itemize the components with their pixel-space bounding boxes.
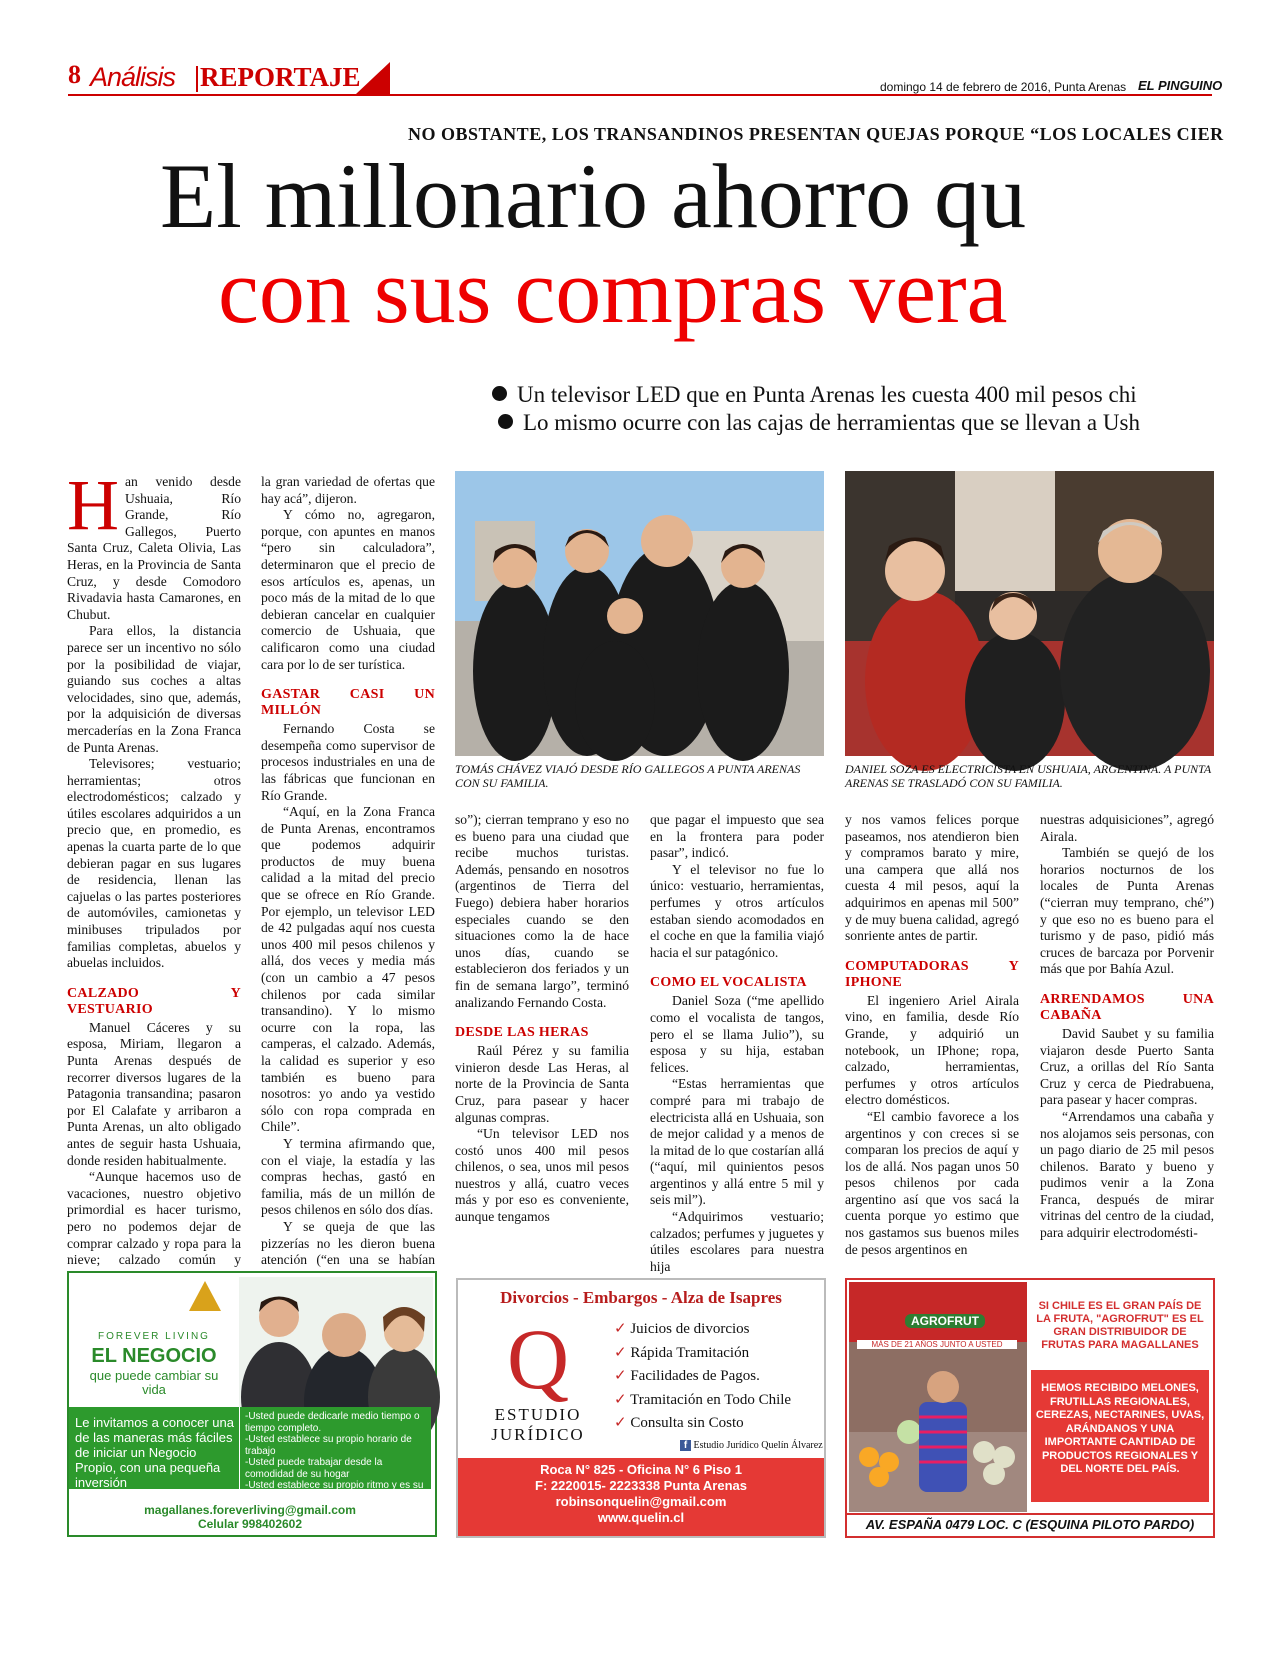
article-column-1 bbox=[67, 465, 241, 1268]
estudio-item: ✓ Consulta sin Costo bbox=[614, 1415, 744, 1431]
estudio-item: ✓ Juicios de divorcios bbox=[614, 1321, 750, 1337]
subheading: ARRENDAMOS UNA CABAÑA bbox=[1040, 991, 1214, 1023]
paragraph: Para ellos, la distancia parece ser un incentivo no sólo por la posibilidad de viajar, guiando sus coches a altas velocidades, sino que, además, por la adquisición de diversas mercaderías en la Zona Franca de Punta Arenas. bbox=[67, 623, 241, 755]
ad-agrofrut bbox=[845, 1278, 1215, 1538]
estudio-items bbox=[614, 1318, 820, 1436]
bullet-icon bbox=[498, 414, 513, 429]
agrofrut-banner: MÁS DE 21 AÑOS JUNTO A USTED bbox=[857, 1340, 1017, 1349]
header-rule bbox=[68, 94, 1212, 96]
dateline: domingo 14 de febrero de 2016, Punta Arenas bbox=[880, 80, 1127, 94]
estudio-address: Roca N° 825 - Oficina N° 6 Piso 1 bbox=[540, 1462, 742, 1477]
paragraph: que pagar el impuesto que sea en la frontera para poder pasar”, indicó. bbox=[650, 812, 824, 861]
paragraph: so”); cierran temprano y eso no es bueno para una ciudad que recibe muchos turistas. Además, pensando en nosotros (argentinos de Tierra del Fuego) debiera haber horarios especiales cuando se den situaciones como la de hace unos días, cuando se establecieron dos feriados y un fin de semana largo”, terminó analizando Fernando Costa. bbox=[455, 812, 629, 1010]
paragraph: la gran variedad de ofertas que hay acá”, dijeron. bbox=[261, 474, 435, 506]
paragraph: Han venido desde Ushuaia, Río Grande, Río Gallegos, Puerto Santa Cruz, Caleta Olivia, Las Heras, en la Provincia de Santa Cruz, y desde Comodoro Rivadavia hasta Camarones, en Chubut. bbox=[67, 465, 241, 622]
subheading: COMPUTADORAS Y IPHONE bbox=[845, 958, 1019, 990]
check-icon: ✓ bbox=[614, 1415, 627, 1431]
paragraph: “Aunque hacemos uso de vacaciones, nuestro objetivo primordial es hacer turismo, pero no podemos dejar de comprar calzado y ropa para la nieve; calzado común y bbox=[67, 1169, 241, 1268]
estudio-header: Divorcios - Embargos - Alza de Isapres bbox=[500, 1288, 782, 1307]
estudio-email[interactable]: robinsonquelin@gmail.com bbox=[555, 1494, 727, 1509]
paragraph: Fernando Costa se desempeña como supervisor de procesos industriales en una de las fábricas que funcionan en Río Grande. bbox=[261, 721, 435, 803]
agrofrut-body: HEMOS RECIBIDO MELONES, FRUTILLAS REGIONALES, CEREZAS, NECTARINES, UVAS, ARÁNDANOS Y UNA IMPORTANTE CANTIDAD DE PRODUCTOS REGIONALES Y DEL NORTE DEL PAÍS. bbox=[1035, 1382, 1205, 1475]
estudio-item: ✓ Facilidades de Pagos. bbox=[614, 1368, 760, 1384]
subhead-bullet-2: Lo mismo ocurre con las cajas de herramientas que se llevan a Ush bbox=[498, 410, 1140, 436]
check-icon: ✓ bbox=[614, 1344, 627, 1361]
agrofrut-address: AV. ESPAÑA 0479 LOC. C (ESQUINA PILOTO PARDO) bbox=[847, 1513, 1213, 1532]
subheading: GASTAR CASI UN MILLÓN bbox=[261, 687, 435, 719]
paragraph: Raúl Pérez y su familia vinieron desde Las Heras, al norte de la Provincia de Santa Cruz, para pasear y hacer algunas compras. bbox=[455, 1043, 629, 1125]
newspaper-logo: EL PINGUINO bbox=[1138, 78, 1223, 93]
headline-line-1: El millonario ahorro qu bbox=[160, 145, 1027, 247]
subheading: CALZADO Y VESTUARIO bbox=[67, 985, 241, 1017]
article-column-4 bbox=[650, 812, 824, 1274]
paragraph: Y se queja de que las pizzerías no les dieron buena atención (“en una se habían bbox=[261, 1218, 435, 1268]
paragraph: Y cómo no, agregaron, porque, con apuntes en manos “pero sin calculadora”, determinaron que el precio de esos artículos es, apenas, un poco más de la mitad de lo que debieran cancelar en cualquier comercio de Ushuaia, que calificaron como una ciudad cara por lo de ser turística. bbox=[261, 507, 435, 672]
article-column-3 bbox=[455, 812, 629, 1250]
soza-photo-illustration bbox=[845, 471, 1214, 756]
ad-forever-living bbox=[67, 1271, 437, 1537]
paragraph: nuestras adquisiciones”, agregó Airala. bbox=[1040, 812, 1214, 844]
paragraph: “Arrendamos una cabaña y nos alojamos seis personas, con un pago diario de 25 mil pesos chilenos. Barato y bueno y pudimos venir a la Zona Franca, después de mirar vitrinas del centro de la ciudad, para adquirir electrodomésti- bbox=[1040, 1108, 1214, 1241]
page-number: 8 bbox=[68, 60, 81, 89]
forever-point: -Usted puede dedicarle medio tiempo o tiempo completo. bbox=[245, 1411, 420, 1434]
check-icon: ✓ bbox=[614, 1391, 627, 1408]
photo-caption-2: DANIEL SOZA ES ELECTRICISTA EN USHUAIA, ARGENTINA. A PUNTA ARENAS SE TRASLADÓ CON SU FAMILIA. bbox=[845, 762, 1212, 790]
article-column-5 bbox=[845, 812, 1019, 1257]
forever-phone: Celular 998402602 bbox=[197, 1517, 303, 1531]
section-name: REPORTAJE bbox=[200, 62, 361, 92]
headline-line-2: con sus compras vera bbox=[218, 240, 1008, 342]
paragraph: “Aquí, en la Zona Franca de Punta Arenas, encontramos que podemos adquirir productos de muy buena calidad a la mitad del precio que se ofrece en Río Grande. Por ejemplo, un televisor LED de 42 pulgadas aquí nos cuesta unos 400 mil pesos chilenos y allá, dos veces y media más (con un cambio a 47 pesos chilenos por cada similar transandino). Y lo mismo ocurre con la ropa, las camperas, el calzado. Además, la calidad es superior y eso también es bueno para nosotros: yo ando ya vestido sólo con ropa comprada en Chile”. bbox=[261, 804, 435, 1135]
forever-divider bbox=[239, 1407, 240, 1489]
photo-caption-1: TOMÁS CHÁVEZ VIAJÓ DESDE RÍO GALLEGOS A PUNTA ARENAS CON SU FAMILIA. bbox=[455, 762, 801, 790]
estudio-item: ✓ Tramitación en Todo Chile bbox=[614, 1391, 792, 1408]
subheading: DESDE LAS HERAS bbox=[455, 1025, 589, 1041]
business-people-photo bbox=[239, 1277, 433, 1407]
aloe-logo-icon bbox=[189, 1281, 221, 1311]
photo-chavez-family bbox=[455, 471, 824, 756]
paragraph: Televisores; vestuario; herramientas; otros electrodomésticos; calzado y útiles escolares adquiridos a un precio que, en promedio, es apenas la cuarta parte de lo que debieran pagar en sus lugares de residencia, llenan las cajuelas o las partes posteriores de automóviles, camionetas y minibuses tripulados por familias completas, abuelos y abuelas incluidos. bbox=[67, 756, 241, 971]
forever-point: -Usted establece su propio ritmo y es su propio jefe bbox=[245, 1480, 424, 1503]
paragraph: Y termina afirmando que, con el viaje, la estadía y las compras hechas, gastó en familia, más de un millón de pesos chilenos en sólo dos días. bbox=[261, 1135, 435, 1218]
ad-estudio-juridico bbox=[456, 1278, 826, 1538]
forever-subtitle: que puede cambiar su vida bbox=[89, 1368, 219, 1397]
article-column-6 bbox=[1040, 812, 1214, 1250]
paragraph: Daniel Soza (“me apellido como el vocalista de tangos, pero el se llama Julio”), su esposa y su hija, estaban felices. bbox=[650, 993, 824, 1075]
agrofrut-logo: AGROFRUT bbox=[905, 1314, 985, 1328]
estudio-phones: F: 2220015- 2223338 Punta Arenas bbox=[535, 1478, 747, 1493]
estudio-logo-line2: JURÍDICO bbox=[491, 1425, 585, 1444]
paragraph: Y el televisor no fue lo único: vestuario, herramientas, perfumes y otros artículos estaban siendo acomodados en el coche en que la familia viajó hacia el sur patagónico. bbox=[650, 861, 824, 960]
estudio-logo-line1: ESTUDIO bbox=[494, 1405, 582, 1424]
article-kicker: NO OBSTANTE, LOS TRANSANDINOS PRESENTAN QUEJAS PORQUE “LOS LOCALES CIER bbox=[408, 124, 1224, 144]
forever-title: EL NEGOCIO bbox=[91, 1345, 217, 1367]
forever-point: -Usted establece su propio horario de trabajo bbox=[245, 1434, 412, 1457]
paragraph: “Un televisor LED nos costó unos 400 mil pesos chilenos, o sea, unos mil pesos nuestros y allá, cuatro veces más y por eso es conveniente, aunque tengamos bbox=[455, 1126, 629, 1225]
paragraph: El ingeniero Ariel Airala vino, en familia, desde Río Grande, y adquirió un notebook, un IPhone; ropa, calzado, herramientas, perfumes y otros artículos electro domésticos. bbox=[845, 992, 1019, 1108]
estudio-contact bbox=[458, 1462, 824, 1526]
photo-soza-family bbox=[845, 471, 1214, 756]
facebook-icon: f bbox=[680, 1440, 691, 1451]
check-icon: ✓ bbox=[614, 1368, 627, 1384]
subhead-bullet-1: Un televisor LED que en Punta Arenas les cuesta 400 mil pesos chi bbox=[492, 382, 1137, 408]
bullet-icon bbox=[492, 386, 507, 401]
paragraph: “El cambio favorece a los argentinos y con creces si se comparan los precios de aquí y los de allá. Nos pagan unos 50 pesos chilenos por cada argentino así que vos sacá la cuenta porque yo estimo que nos gastamos sus buenos miles de pesos argentinos en bbox=[845, 1108, 1019, 1257]
section-brand: Análisis bbox=[90, 62, 176, 92]
paragraph: “Adquirimos vestuario; calzados; perfumes y juguetes y útiles escolares para nuestra hija bbox=[650, 1209, 824, 1274]
forever-brand: FOREVER LIVING bbox=[98, 1331, 210, 1342]
forever-points bbox=[245, 1411, 431, 1503]
drop-cap: H bbox=[67, 465, 119, 545]
family-photo-illustration bbox=[455, 471, 824, 756]
article-column-2 bbox=[261, 474, 435, 1268]
estudio-logo-letter: Q bbox=[506, 1311, 570, 1407]
check-icon: ✓ bbox=[614, 1321, 627, 1337]
paragraph: y nos vamos felices porque paseamos, nos atendieron bien y compramos barato y mire, una campera que allá nos cuesta 4 mil pesos, aquí la adquirimos en apenas mil 500” y de muy buena calidad, agregó sonriente antes de partir. bbox=[845, 812, 1019, 944]
paragraph: También se quejó de los horarios nocturnos de los locales de Punta Arenas (“cierran muy temprano, ché”) y que eso no es bueno para el turismo y de paso, pidió más cruces de barcaza por Porvenir más que por Bahía Azul. bbox=[1040, 845, 1214, 977]
estudio-web[interactable]: www.quelin.cl bbox=[597, 1510, 685, 1525]
header-wedge bbox=[356, 62, 390, 94]
section-divider bbox=[196, 66, 198, 92]
forever-invite: Le invitamos a conocer una de las maneras más fáciles de iniciar un Negocio Propio, con una pequeña inversión bbox=[75, 1415, 234, 1490]
subheading: COMO EL VOCALISTA bbox=[650, 975, 807, 991]
agrofrut-headline: SI CHILE ES EL GRAN PAÍS DE LA FRUTA, "AGROFRUT" ES EL GRAN DISTRIBUIDOR DE FRUTAS PARA MAGALLANES bbox=[1036, 1300, 1204, 1351]
estudio-facebook[interactable]: f Estudio Jurídico Quelín Álvarez bbox=[680, 1440, 820, 1451]
paragraph: David Saubet y su familia viajaron desde Puerto Santa Cruz, a orillas del Río Santa Cruz y cerca de Piedrabuena, para pasear y hacer compras. bbox=[1040, 1025, 1214, 1108]
paragraph: “Estas herramientas que compré para mi trabajo de electricista allá en Ushuaia, son de mejor calidad y a menos de la mitad de lo que costarían allá (“aquí, mil quinientos pesos argentinos y allá entre 5 mil y seis mil”). bbox=[650, 1076, 824, 1208]
paragraph: Manuel Cáceres y su esposa, Miriam, llegaron a Punta Arenas después de recorrer diversos lugares de la Patagonia transandina; pasaron por El Calafate y arribaron a Punta Arenas, un alto obligado antes de seguir hasta Ushuaia, donde residen habitualmente. bbox=[67, 1019, 241, 1168]
forever-point: -Usted puede trabajar desde la comodidad de su hogar bbox=[245, 1457, 383, 1480]
estudio-item: ✓ Rápida Tramitación bbox=[614, 1344, 750, 1361]
forever-email[interactable]: magallanes.foreverliving@gmail.com bbox=[144, 1503, 356, 1517]
